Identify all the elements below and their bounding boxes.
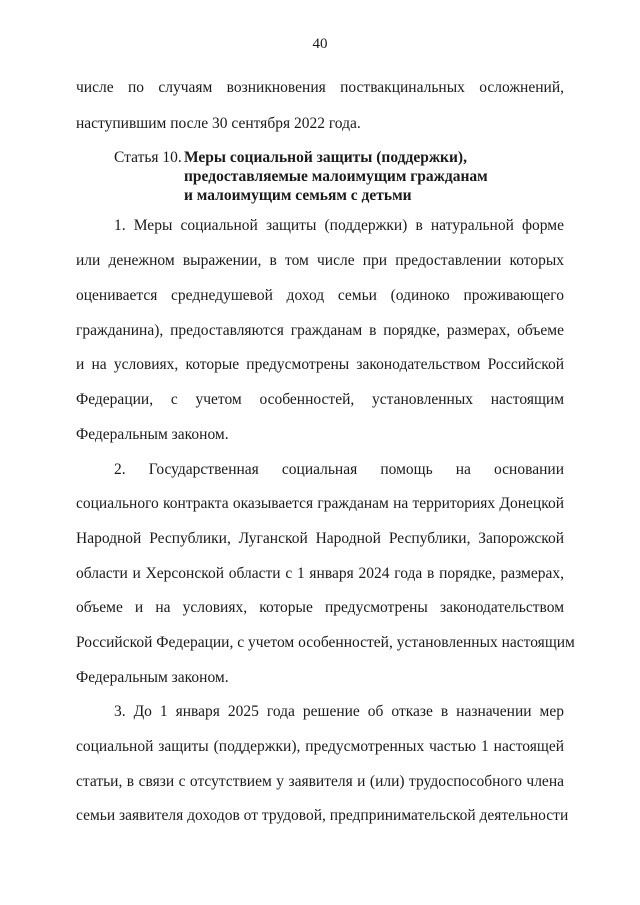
paragraph-1-line: Федеральным законом. <box>76 426 229 443</box>
intro-line: числе по случаям возникновения поствакцинальных осложнений, <box>76 79 564 96</box>
paragraph-2-line: Федеральным законом. <box>76 669 229 686</box>
article-title-line: Меры социальной защиты (поддержки), <box>184 149 467 166</box>
paragraph-1-line: 1. Меры социальной защиты (поддержки) в натуральной форме <box>114 217 564 234</box>
paragraph-2-line: Народной Республики, Луганской Народной Республики, Запорожской <box>76 530 564 547</box>
paragraph-1-line: гражданина), предоставляются гражданам в порядке, размерах, объеме <box>76 322 564 339</box>
paragraph-3-line: 3. До 1 января 2025 года решение об отказе в назначении мер <box>114 703 564 720</box>
article-title-line: и малоимущим семьям с детьми <box>184 187 412 204</box>
paragraph-3-line: семьи заявителя доходов от трудовой, предпринимательской деятельности <box>76 807 569 824</box>
article-label: Статья 10. <box>114 149 182 166</box>
paragraph-1-line: или денежном выражении, в том числе при предоставлении которых <box>76 252 564 269</box>
article-title-line: предоставляемые малоимущим гражданам <box>184 168 488 185</box>
paragraph-1-line: Федерации, с учетом особенностей, установленных настоящим <box>76 391 564 408</box>
paragraph-2-line: Российской Федерации, с учетом особенностей, установленных настоящим <box>76 634 575 651</box>
paragraph-3-line: социальной защиты (поддержки), предусмотренных частью 1 настоящей <box>76 738 564 755</box>
paragraph-2-line: социального контракта оказывается гражданам на территориях Донецкой <box>76 495 564 512</box>
paragraph-2-line: 2. Государственная социальная помощь на основании <box>114 461 564 478</box>
paragraph-2-line: объеме и на условиях, которые предусмотрены законодательством <box>76 599 564 616</box>
paragraph-3-line: статьи, в связи с отсутствием у заявителя и (или) трудоспособного члена <box>76 773 564 790</box>
paragraph-1-line: оценивается среднедушевой доход семьи (одиноко проживающего <box>76 287 564 304</box>
paragraph-1-line: и на условиях, которые предусмотрены законодательством Российской <box>76 356 564 373</box>
intro-line: наступившим после 30 сентября 2022 года. <box>76 115 361 132</box>
page-number: 40 <box>312 36 328 52</box>
paragraph-2-line: области и Херсонской области с 1 января 2024 года в порядке, размерах, <box>76 565 564 582</box>
